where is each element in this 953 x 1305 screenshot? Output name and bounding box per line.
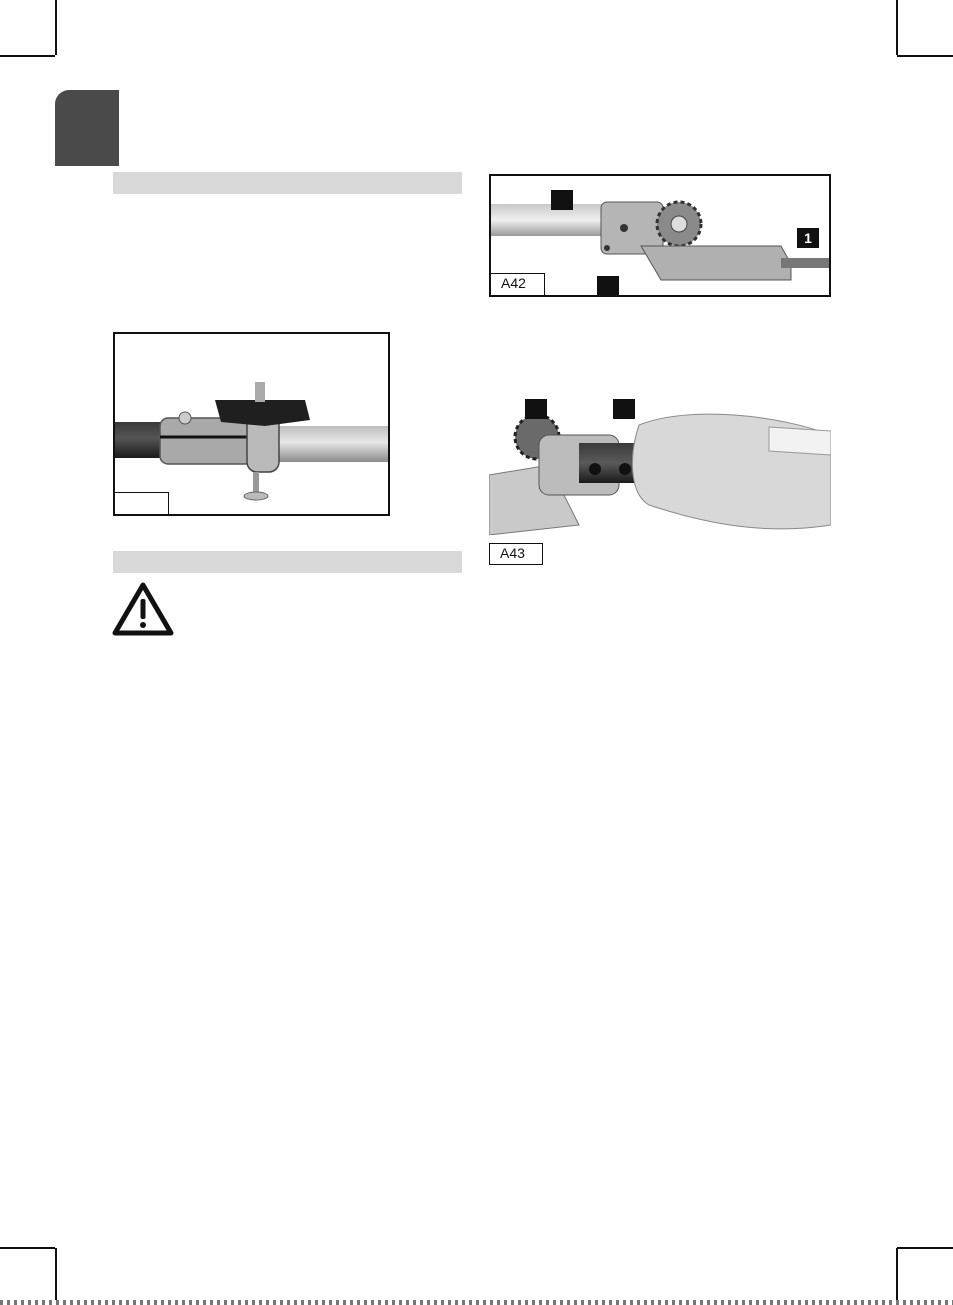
crop-mark-bottom-left-v	[55, 1248, 57, 1305]
figure-label-a42: A42	[491, 273, 545, 295]
section-header-bar-1	[113, 172, 462, 194]
figure-label	[115, 492, 169, 514]
marker-a42-1: 1	[797, 228, 819, 248]
figure-a42	[489, 174, 831, 297]
crop-mark-top-right-v	[896, 0, 898, 55]
marker-a42-2	[551, 190, 573, 210]
section-header-bar-2	[113, 551, 462, 573]
pole-clamp-illustration	[115, 334, 388, 514]
crop-mark-top-right-h	[897, 55, 953, 57]
print-registration-strip	[0, 1300, 953, 1305]
crop-mark-bottom-left-h	[0, 1247, 55, 1249]
marker-a42-3	[597, 276, 619, 296]
marker-a43-1	[525, 399, 547, 419]
marker-a43-2	[613, 399, 635, 419]
warning-triangle-icon	[112, 582, 174, 636]
crop-mark-top-left-h	[0, 55, 55, 57]
figure-label-a43: A43	[489, 543, 543, 565]
crop-mark-bottom-right-h	[897, 1247, 953, 1249]
crop-mark-bottom-right-v	[896, 1248, 898, 1305]
figure-a43	[489, 395, 831, 565]
figure-pole-clamp	[113, 332, 390, 516]
language-tab	[55, 90, 119, 166]
crop-mark-top-left-v	[55, 0, 57, 55]
